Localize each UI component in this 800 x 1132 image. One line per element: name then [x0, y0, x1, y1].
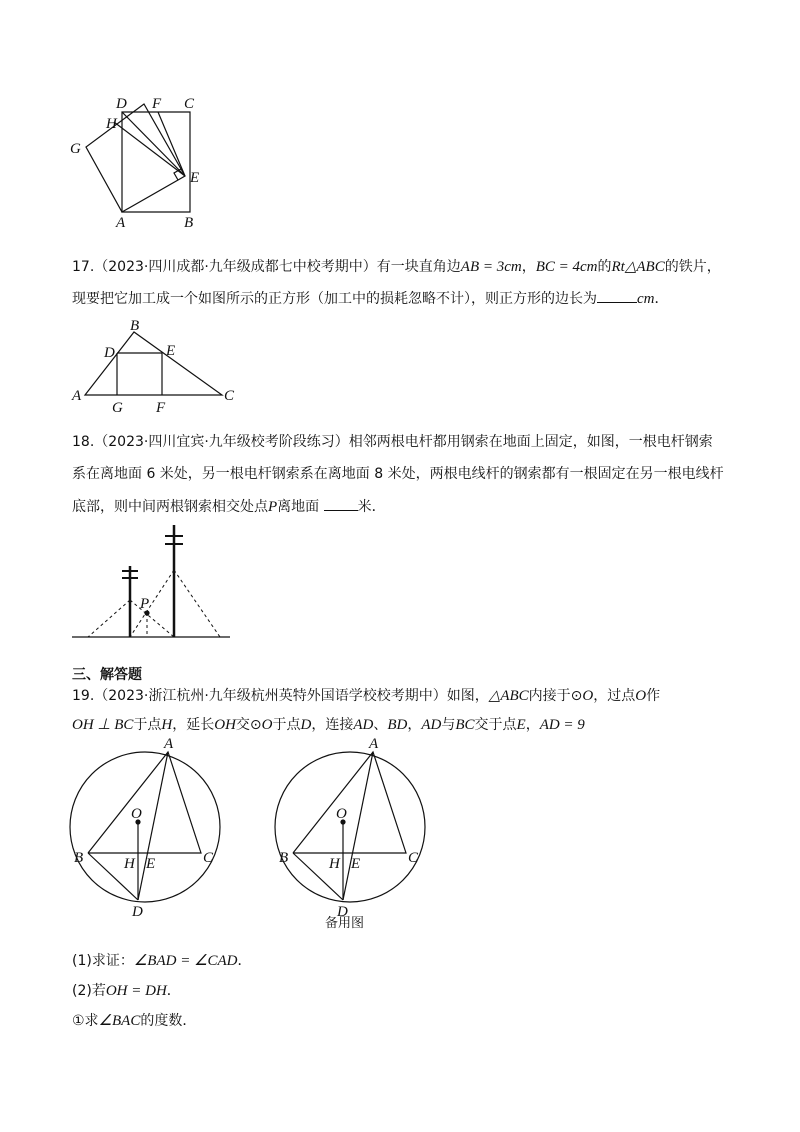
svg-text:G: G	[70, 141, 81, 157]
svg-text:H: H	[106, 116, 117, 132]
svg-text:O: O	[131, 806, 142, 822]
svg-text:D: D	[337, 904, 348, 920]
svg-text:D: D	[132, 904, 143, 920]
svg-text:B: B	[130, 318, 140, 334]
figure-square-rotation	[70, 96, 199, 231]
figure-circle-2	[275, 736, 425, 920]
text-segment: ，连接	[311, 717, 354, 733]
svg-text:A: A	[116, 215, 126, 231]
q17-line1: 17.（2023·四川成都·九年级成都七中校考期中）有一块直角边AB = 3cm，BC = 4cm的Rt△ABC的铁片，	[72, 259, 721, 275]
svg-text:C: C	[408, 850, 419, 866]
svg-text:A: A	[72, 388, 82, 404]
q18-line1: 18.（2023·四川宜宾·九年级校考阶段练习）相邻两根电杆都用钢索在地面上固定，如图，一根电杆钢索	[72, 434, 713, 450]
text-segment: 交于点	[474, 717, 517, 733]
math-expr: D	[300, 717, 312, 733]
svg-text:E: E	[190, 170, 200, 186]
q19-line1: 19.（2023·浙江杭州·九年级杭州英特外国语学校校考期中）如图，△ABC内接于⊙O，过点O作	[72, 688, 661, 704]
svg-text:E: E	[351, 856, 361, 872]
svg-text:D: D	[104, 345, 115, 361]
math-expr: BD	[387, 717, 408, 733]
svg-text:B: B	[74, 850, 84, 866]
svg-text:B: B	[184, 215, 194, 231]
text-segment: 与	[441, 717, 456, 733]
text-segment: 于点	[133, 717, 162, 733]
answer-blank[interactable]	[324, 510, 358, 511]
q19-part3: ①求∠BAC的度数．	[72, 1013, 197, 1029]
figure-triangle-square	[71, 318, 235, 416]
text-segment: 交⊙	[235, 717, 262, 733]
svg-text:F: F	[152, 96, 162, 112]
svg-text:O: O	[336, 806, 347, 822]
figure-circle-1	[70, 736, 220, 920]
section-title: 三、解答题	[72, 667, 142, 683]
math-expr: AD = 9	[539, 717, 585, 733]
math-expr: H	[161, 717, 173, 733]
svg-text:G: G	[112, 400, 123, 416]
math-expr: O	[261, 717, 273, 733]
svg-text:H: H	[124, 856, 135, 872]
q19-line2	[72, 714, 585, 734]
q19-part1: (1)求证：∠BAD = ∠CAD．	[72, 953, 252, 969]
svg-text:P: P	[140, 596, 150, 612]
answer-blank[interactable]	[597, 302, 637, 303]
math-expr: E	[516, 717, 526, 733]
q17-line2: 现要把它加工成一个如图所示的正方形（加工中的损耗忽略不计），则正方形的边长为 cm．	[72, 291, 669, 307]
svg-text:C: C	[184, 96, 195, 112]
q18-line3: 底部，则中间两根钢索相交处点P离地面 米．	[72, 499, 386, 515]
svg-text:F: F	[156, 400, 166, 416]
svg-text:D: D	[116, 96, 127, 112]
svg-text:C: C	[224, 388, 235, 404]
svg-text:A: A	[369, 736, 379, 752]
text-segment: 、	[373, 717, 388, 733]
svg-text:E: E	[146, 856, 156, 872]
figure-caption: 备用图	[325, 916, 365, 931]
text-segment: 于点	[272, 717, 301, 733]
math-expr: OH	[214, 717, 236, 733]
math-expr: AD	[421, 717, 442, 733]
text-segment: ，	[525, 717, 540, 733]
text-segment: ，	[407, 717, 422, 733]
svg-text:H: H	[329, 856, 340, 872]
q19-part2: (2)若OH = DH．	[72, 983, 181, 999]
svg-text:C: C	[203, 850, 214, 866]
svg-text:B: B	[279, 850, 289, 866]
svg-text:A: A	[164, 736, 174, 752]
svg-text:E: E	[166, 343, 176, 359]
figure-poles	[72, 525, 230, 637]
math-expr: OH ⊥ BC	[72, 717, 134, 733]
q18-line2: 系在离地面 6 米处，另一根电杆钢索系在离地面 8 米处，两根电线杆的钢索都有一根固定在另一根电线杆	[72, 466, 724, 482]
math-expr: AD	[353, 717, 374, 733]
math-expr: BC	[455, 717, 475, 733]
text-segment: ，延长	[172, 717, 215, 733]
